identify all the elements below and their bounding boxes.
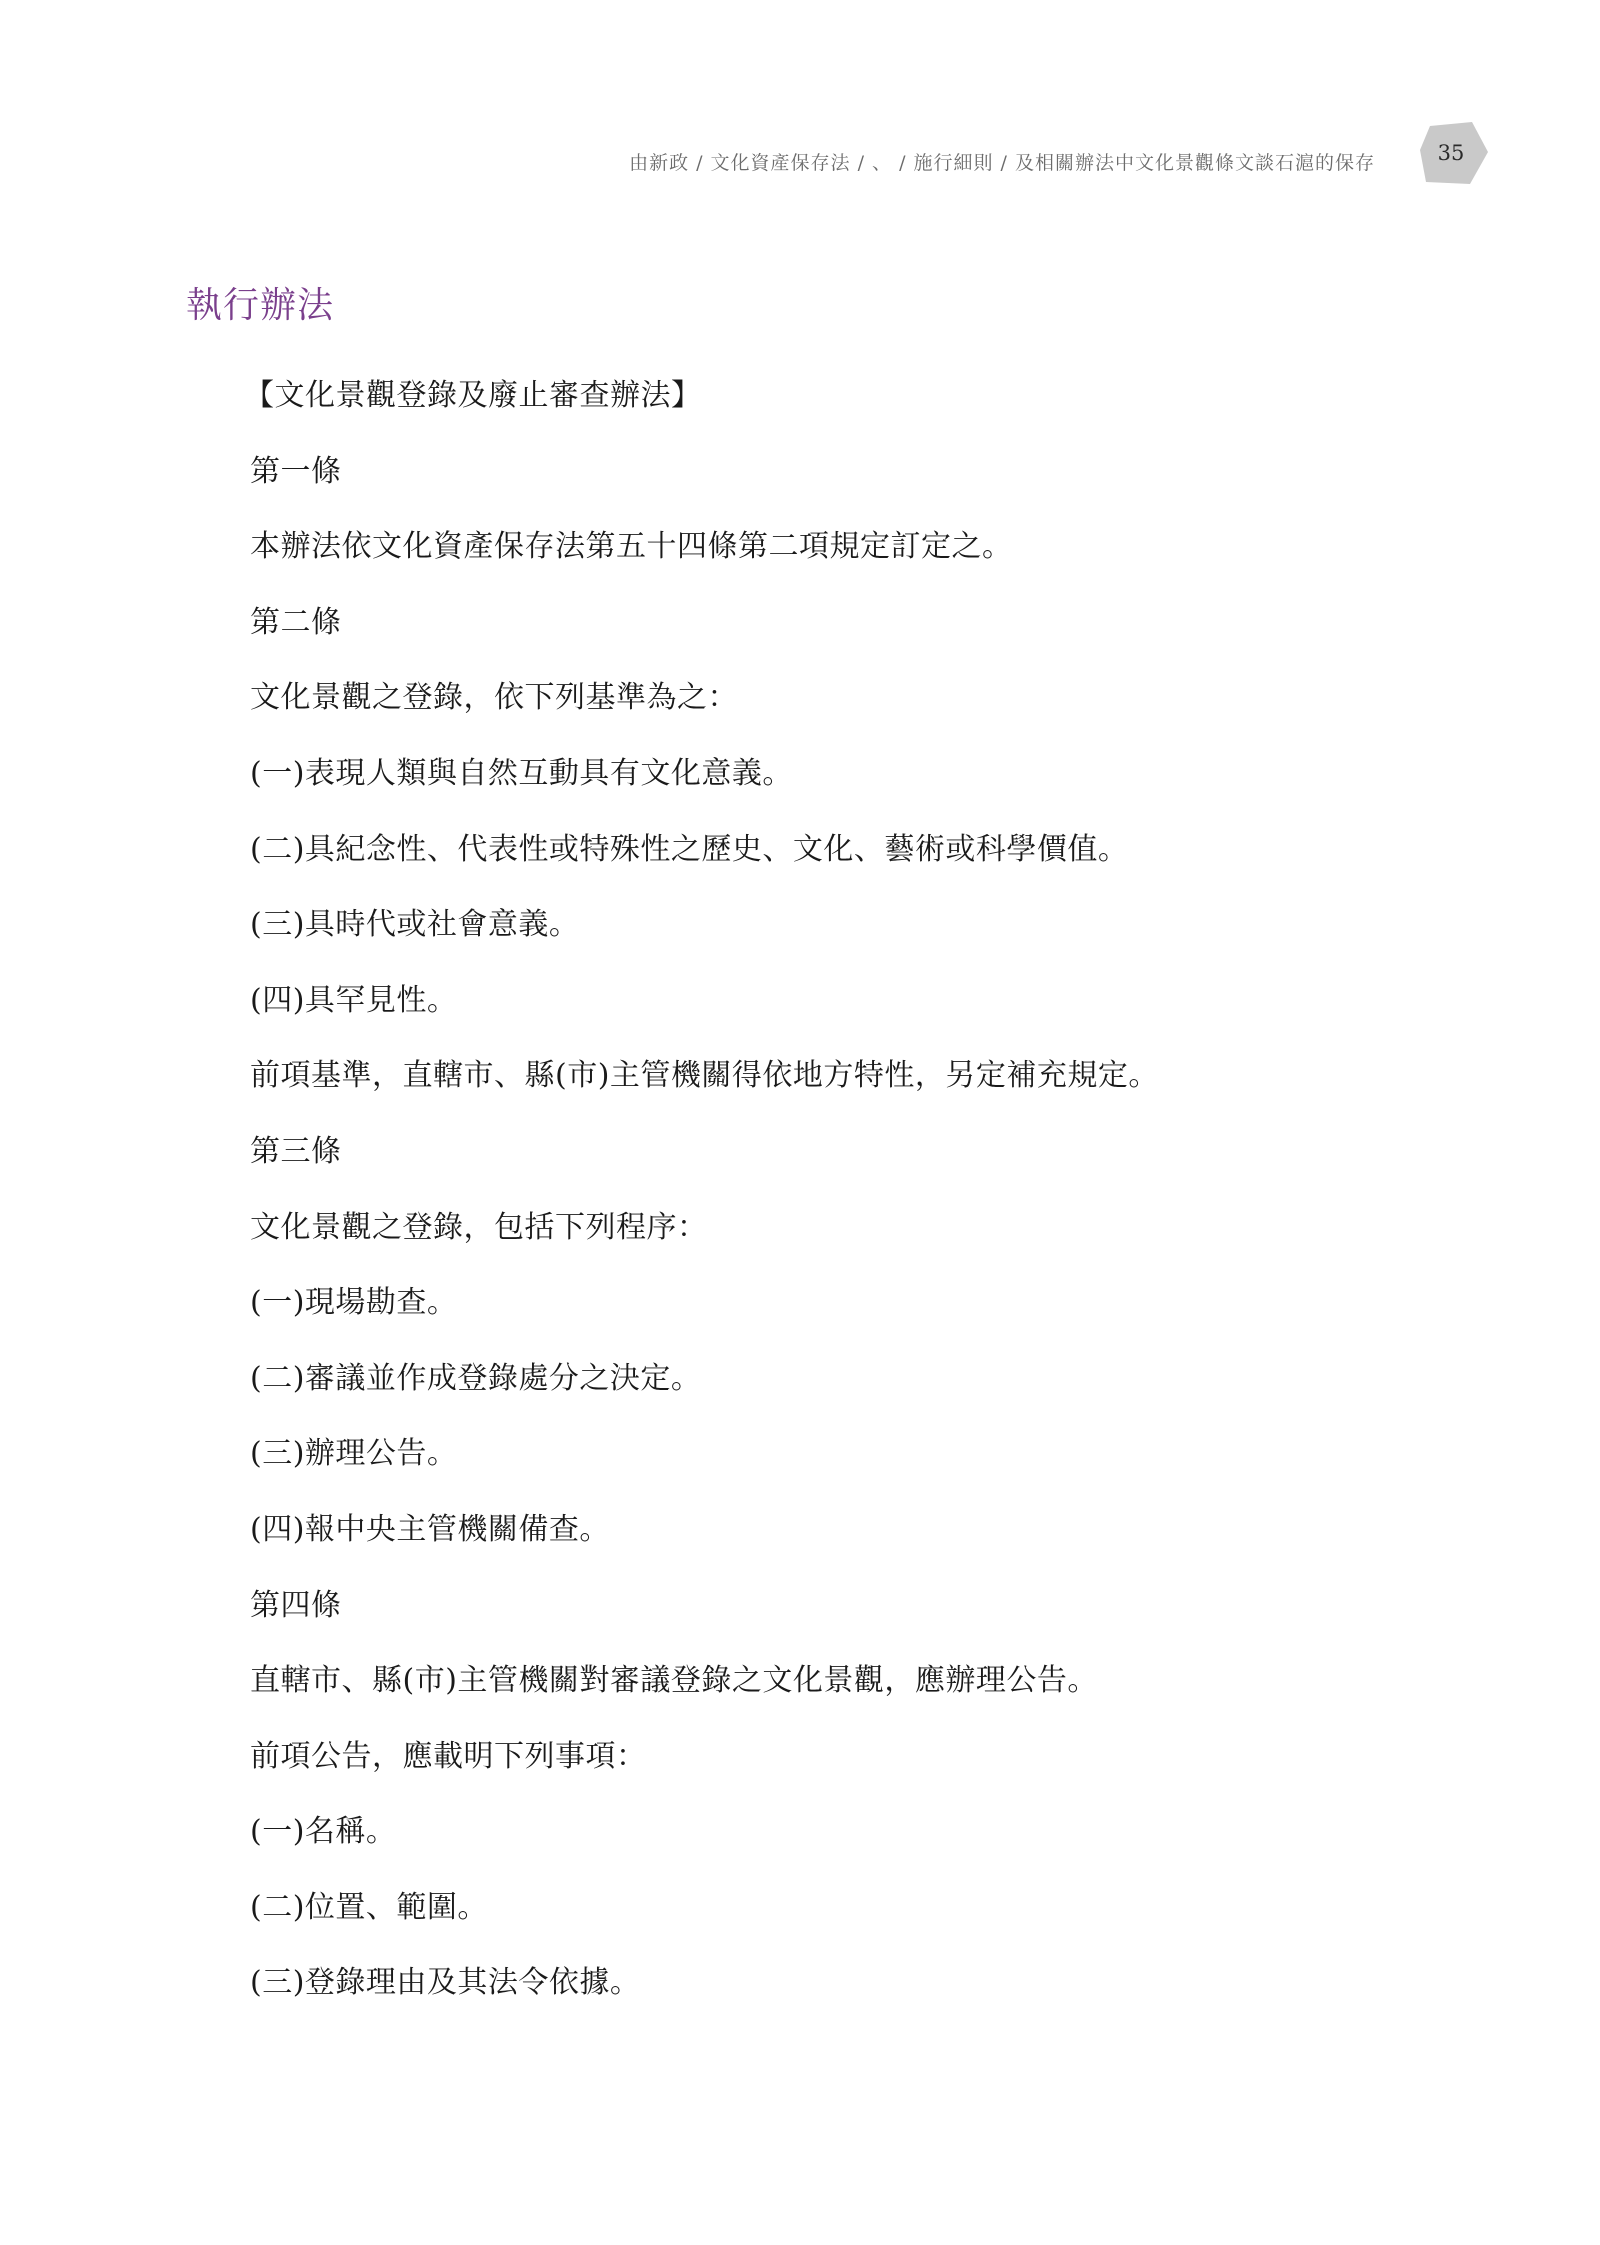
- document-body: [244, 375, 1370, 2038]
- running-header: 由新政 / 文化資產保存法 / 、 / 施行細則 / 及相關辦法中文化景觀條文談石滬的保存: [629, 152, 1375, 174]
- page-number: 35: [1437, 141, 1465, 165]
- list-item: (一)名稱。: [250, 1814, 397, 1850]
- article-text: 直轄市、縣(市)主管機關對審議登錄之文化景觀，應辦理公告。: [250, 1663, 1098, 1699]
- article-heading: 第二條: [250, 604, 342, 640]
- article-text: 本辦法依文化資產保存法第五十四條第二項規定訂定之。: [250, 529, 1013, 565]
- section-heading: 執行辦法: [186, 285, 335, 326]
- list-item: (一)表現人類與自然互動具有文化意義。: [250, 755, 793, 791]
- list-item: (四)報中央主管機關備查。: [250, 1511, 610, 1547]
- article-heading: 第三條: [250, 1133, 342, 1169]
- regulation-title: 【文化景觀登錄及廢止審查辦法】: [244, 378, 702, 413]
- list-item: (四)具罕見性。: [250, 982, 458, 1018]
- article-text: 文化景觀之登錄，依下列基準為之：: [250, 680, 738, 716]
- list-item: (一)現場勘查。: [250, 1285, 458, 1321]
- article-heading: 第四條: [250, 1587, 342, 1623]
- article-text: 前項基準，直轄市、縣(市)主管機關得依地方特性，另定補充規定。: [250, 1058, 1159, 1094]
- list-item: (三)辦理公告。: [250, 1436, 458, 1472]
- article-heading: 第一條: [250, 453, 342, 489]
- list-item: (三)登錄理由及其法令依據。: [250, 1965, 641, 2001]
- list-item: (二)具紀念性、代表性或特殊性之歷史、文化、藝術或科學價值。: [250, 831, 1129, 867]
- list-item: (二)審議並作成登錄處分之決定。: [250, 1360, 702, 1396]
- list-item: (三)具時代或社會意義。: [250, 907, 580, 943]
- page-number-badge: [1420, 122, 1490, 188]
- article-text: 文化景觀之登錄，包括下列程序：: [250, 1209, 708, 1245]
- article-text: 前項公告，應載明下列事項：: [250, 1738, 647, 1774]
- list-item: (二)位置、範圍。: [250, 1889, 488, 1925]
